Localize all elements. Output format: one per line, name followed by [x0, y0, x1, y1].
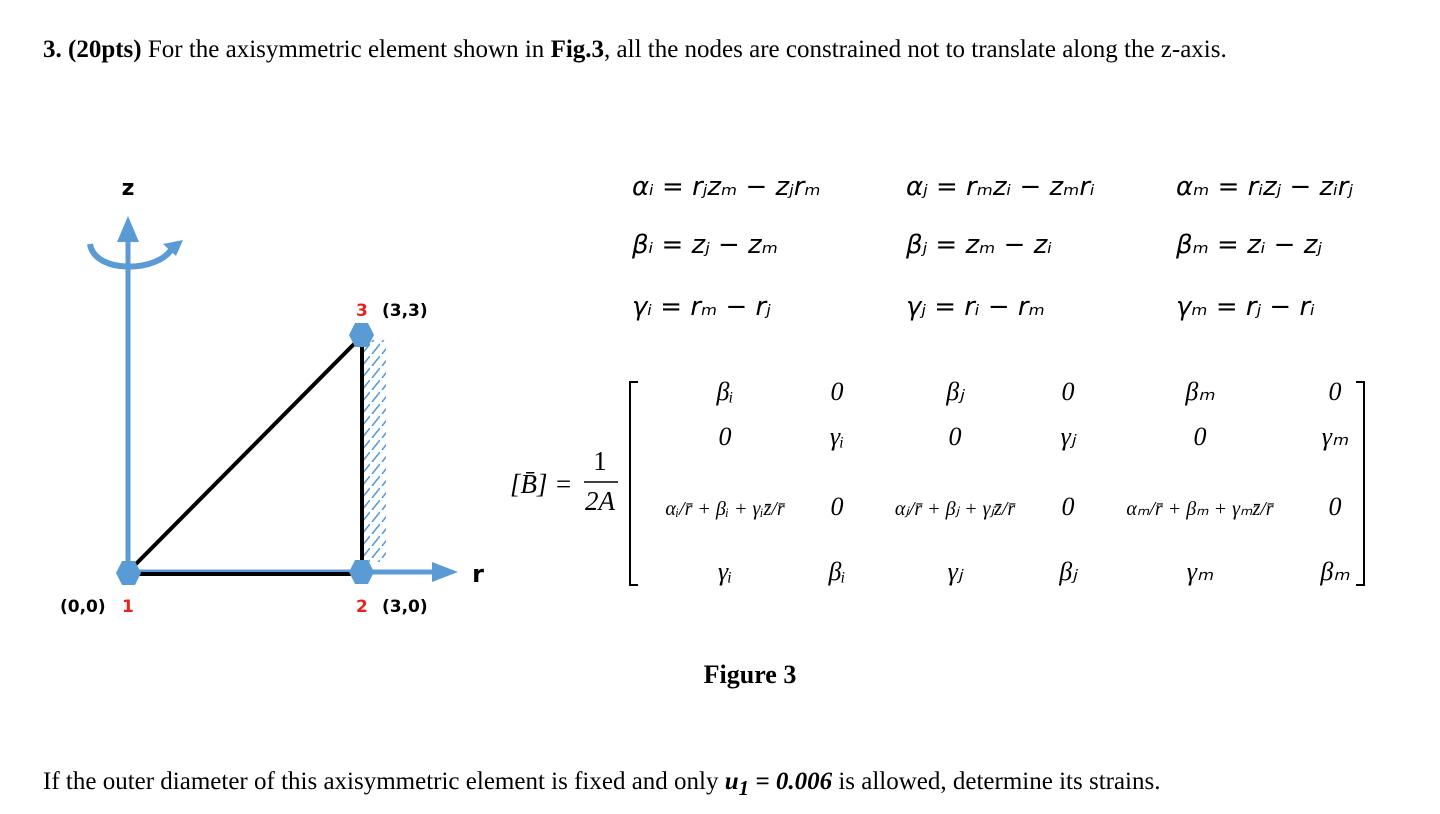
rotation-arrow [90, 244, 172, 267]
matrix-cell-r1-c2: 0 [830, 377, 844, 406]
node-2-number: 2 [356, 597, 368, 617]
matrix-left-bracket [630, 382, 638, 585]
equation-gamma-m: γₘ = rⱼ − rᵢ [1176, 292, 1315, 322]
equation-beta-m: βₘ = zᵢ − zⱼ [1176, 230, 1322, 260]
problem-statement [43, 24, 1413, 76]
matrix-cell-r3-c1: αᵢ/r̄ + βᵢ + γᵢz̄/r̄ [665, 498, 785, 520]
fraction-denominator: 2A [585, 486, 615, 516]
figure-reference: Fig.3 [550, 36, 605, 63]
matrix-cell-r4-c4: βⱼ [1059, 557, 1077, 586]
matrix-cell-r3-c5: αₘ/r̄ + βₘ + γₘz̄/r̄ [1126, 498, 1274, 520]
matrix-cell-r3-c3: αⱼ/r̄ + βⱼ + γⱼz̄/r̄ [894, 498, 1016, 520]
node-1-number: 1 [122, 597, 134, 617]
fixed-support-hatching [364, 340, 386, 562]
matrix-cell-r4-c2: βᵢ [828, 557, 846, 586]
problem-text-continued: , all the nodes are constrained not to translate along the z-axis. [604, 36, 1227, 63]
matrix-cell-r2-c6: γₘ [1321, 422, 1349, 451]
matrix-cell-r4-c5: γₘ [1186, 557, 1214, 586]
axisymmetric-element-diagram [0, 150, 500, 630]
equation-alpha-i: αᵢ = rⱼzₘ − zⱼrₘ [632, 172, 821, 202]
node-2-coords: (3,0) [382, 597, 428, 617]
question-text-after: is allowed, determine its strains. [832, 768, 1161, 795]
b-matrix-lhs: [B̄] = [510, 469, 573, 499]
r-axis-arrowhead [432, 562, 458, 582]
node-1-coords: (0,0) [60, 597, 106, 617]
node-2 [349, 560, 374, 584]
problem-points: (20pts) [68, 36, 142, 63]
matrix-cell-r3-c4: 0 [1061, 492, 1075, 521]
displacement-value: = 0.006 [749, 768, 833, 795]
matrix-cell-r2-c4: γⱼ [1060, 422, 1076, 451]
equation-beta-i: βᵢ = zⱼ − zₘ [632, 230, 778, 260]
matrix-cell-r1-c5: βₘ [1185, 377, 1215, 406]
element-edge-1-3 [130, 338, 360, 570]
matrix-cell-r1-c6: 0 [1328, 377, 1342, 406]
problem-number: 3. [43, 36, 62, 63]
figure-caption: Figure 3 [703, 660, 797, 689]
displacement-symbol: u [724, 768, 739, 795]
equation-alpha-m: αₘ = rᵢzⱼ − zᵢrⱼ [1176, 172, 1354, 202]
matrix-cell-r1-c1: βᵢ [716, 377, 734, 406]
problem-text: For the axisymmetric element shown in [147, 36, 545, 63]
equation-gamma-i: γᵢ = rₘ − rⱼ [632, 292, 771, 322]
matrix-cell-r4-c1: γᵢ [717, 557, 733, 586]
matrix-cell-r2-c5: 0 [1193, 422, 1207, 451]
question-text [43, 756, 1413, 814]
matrix-right-bracket [1356, 382, 1364, 585]
r-axis-label: r [472, 560, 484, 588]
matrix-cell-r1-c4: 0 [1061, 377, 1075, 406]
z-axis-label: z [121, 176, 135, 201]
z-axis-arrowhead [117, 216, 139, 242]
equation-alpha-j: αⱼ = rₘzᵢ − zₘrᵢ [906, 172, 1095, 202]
node-3-coords: (3,3) [382, 301, 428, 321]
matrix-cell-r3-c6: 0 [1328, 492, 1342, 521]
matrix-cell-r2-c1: 0 [718, 422, 732, 451]
matrix-cell-r1-c3: βⱼ [946, 377, 964, 406]
fraction-numerator: 1 [593, 446, 607, 476]
displacement-subscript: 1 [738, 776, 750, 800]
matrix-cell-r3-c2: 0 [830, 492, 844, 521]
matrix-cell-r2-c2: γᵢ [829, 422, 845, 451]
equation-beta-j: βⱼ = zₘ − zᵢ [906, 230, 1052, 260]
b-matrix-equation [500, 370, 1400, 600]
question-text-before: If the outer diameter of this axisymmetric element is fixed and only [43, 768, 719, 795]
matrix-cell-r2-c3: 0 [948, 422, 962, 451]
node-3-number: 3 [356, 301, 368, 321]
matrix-cell-r4-c3: γⱼ [947, 557, 963, 586]
equation-gamma-j: γⱼ = rᵢ − rₘ [906, 292, 1045, 322]
matrix-cell-r4-c6: βₘ [1320, 557, 1350, 586]
